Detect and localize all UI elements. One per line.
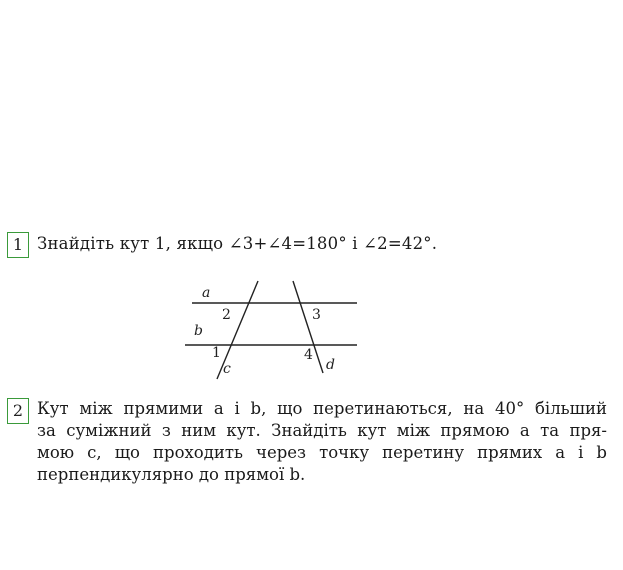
problem-1-text: Знайдіть кут 1, якщо ∠3+∠4=180° і ∠2=42°. bbox=[37, 234, 438, 253]
problem-2-line: за суміжний з ним кут. Знайдіть кут між прямою a та пря- bbox=[37, 421, 607, 440]
label-c: c bbox=[223, 361, 231, 377]
problem-2-line: мою c, що проходить через точку перетину прямих a і b bbox=[37, 443, 607, 462]
label-angle-3: 3 bbox=[312, 307, 321, 323]
problem-1-number: 1 bbox=[7, 232, 29, 258]
label-angle-2: 2 bbox=[222, 307, 231, 323]
problem-2-number: 2 bbox=[7, 398, 29, 424]
label-b: b bbox=[194, 323, 203, 339]
problem-2-text bbox=[37, 398, 607, 486]
label-a: a bbox=[202, 285, 211, 301]
problem-2-line: Кут між прямими a і b, що перетинаються, на 40° більший bbox=[37, 399, 607, 418]
label-d: d bbox=[326, 357, 335, 373]
problem-2-line: перпендикулярно до прямої b. bbox=[37, 465, 306, 484]
label-angle-4: 4 bbox=[304, 347, 313, 363]
label-angle-1: 1 bbox=[212, 345, 221, 361]
geometry-figure bbox=[180, 275, 360, 385]
